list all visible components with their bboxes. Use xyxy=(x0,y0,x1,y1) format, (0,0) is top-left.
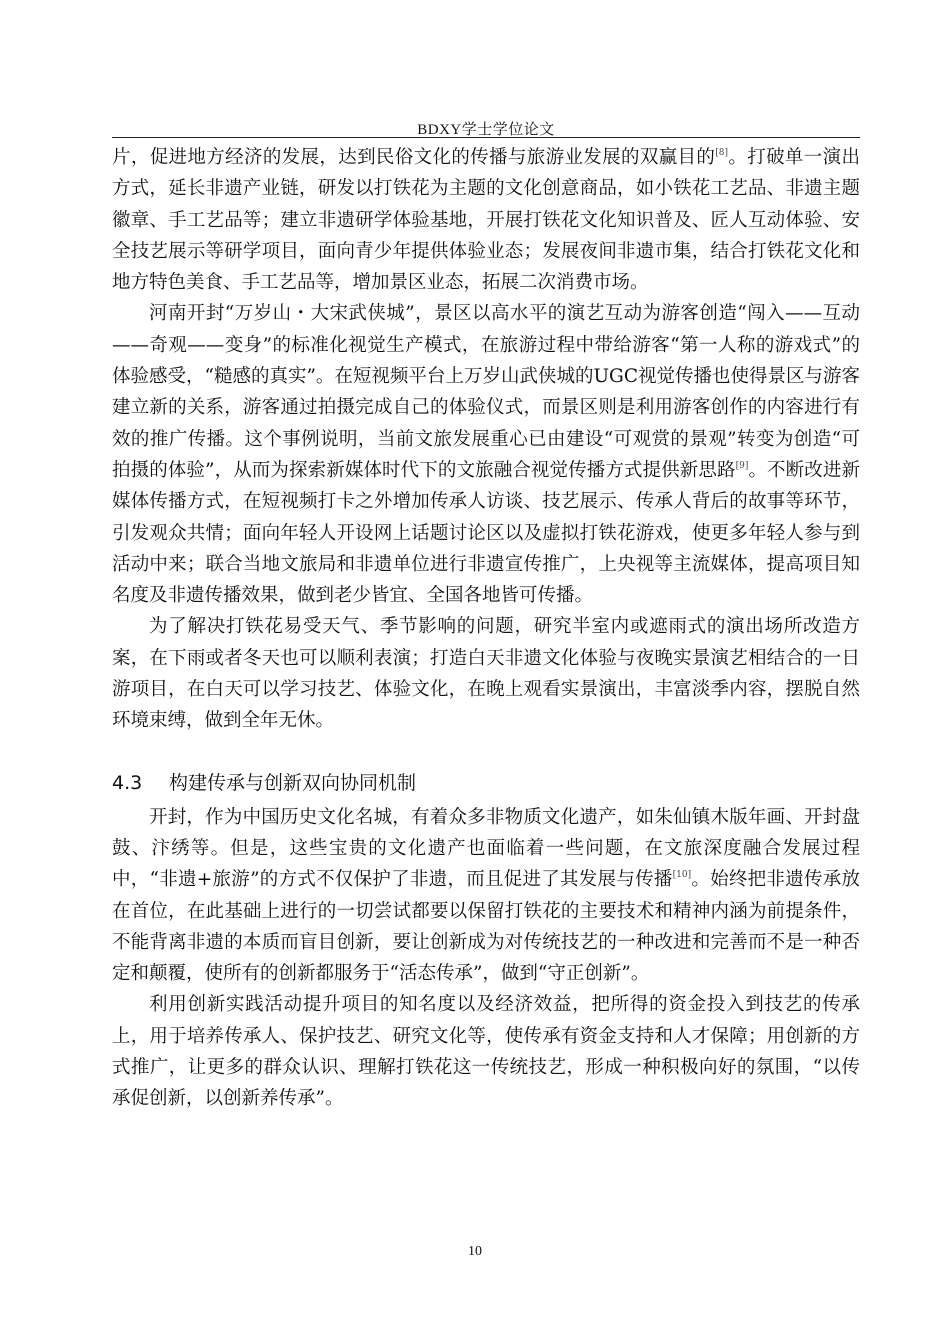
body-content xyxy=(112,142,860,1115)
paragraph xyxy=(112,298,860,611)
citation-ref: [10] xyxy=(672,870,692,881)
paragraph-text: 。始终把非遗传承放在首位，在此基础上进行的一切尝试都要以保留打铁花的主要技术和精神内涵为前提条件，不能背离非遗的本质而盲目创新，要让创新成为对传统技艺的一种改进和完善而不是一种否定和颠覆，使所有的创新都服务于“活态传承”，做到“守正创新”。 xyxy=(112,869,860,985)
paragraph-text: 。不断改进新媒体传播方式，在短视频打卡之外增加传承人访谈、技艺展示、传承人背后的故事等环节，引发观众共情；面向年轻人开设网上话题讨论区以及虚拟打铁花游戏，使更多年轻人参与到活动中来；联合当地文旅局和非遗单位进行非遗宣传推广，上央视等主流媒体，提高项目知名度及非遗传播效果，做到老少皆宜、全国各地皆可传播。 xyxy=(112,459,860,607)
paragraph-text: 。打破单一演出方式，延长非遗产业链，研发以打铁花为主题的文化创意商品，如小铁花工艺品、非遗主题徽章、手工艺品等；建立非遗研学体验基地，开展打铁花文化知识普及、匠人互动体验、安全技艺展示等研学项目，面向青少年提供体验业态；发展夜间非遗市集，结合打铁花文化和地方特色美食、手工艺品等，增加景区业态，拓展二次消费市场。 xyxy=(112,147,860,294)
page-number: 10 xyxy=(468,1244,482,1259)
paragraph-text: 开封，作为中国历史文化名城，有着众多非物质文化遗产，如朱仙镇木版年画、开封盘鼓、汴绣等。但是，这些宝贵的文化遗产也面临着一些问题，在文旅深度融合发展过程中，“非遗+旅游”的方式不仅保护了非遗，而且促进了其发展与传播 xyxy=(112,806,860,891)
paragraph xyxy=(112,989,860,1114)
paragraph-text: 利用创新实践活动提升项目的知名度以及经济效益，把所得的资金投入到技艺的传承上，用于培养传承人、保护技艺、研究文化等，使传承有资金支持和人才保障；用创新的方式推广，让更多的群众认识、理解打铁花这一传统技艺，形成一种积极向好的氛围，“以传承促创新，以创新养传承”。 xyxy=(112,994,860,1110)
section-title: 构建传承与创新双向协同机制 xyxy=(169,771,417,794)
citation-ref: [9] xyxy=(735,460,749,471)
paragraph-text: 片，促进地方经济的发展，达到民俗文化的传播与旅游业发展的双赢目的 xyxy=(112,147,716,168)
paragraph xyxy=(112,142,860,298)
paragraph xyxy=(112,611,860,736)
paragraph-text: 河南开封“万岁山・大宋武侠城”，景区以高水平的演艺互动为游客创造“闯入——互动——奇观——变身”的标准化视觉生产模式，在旅游过程中带给游客“第一人称的游戏式”的体验感受，“糙感的真实”。在短视频平台上万岁山武侠城的UGC视觉传播也使得景区与游客建立新的关系，游客通过拍摄完成自己的体验仪式，而景区则是利用游客创作的内容进行有效的推广传播。这个事例说明，当前文旅发展重心已由建设“可观赏的景观”转变为创造“可拍摄的体验”，从而为探索新媒体时代下的文旅融合视觉传播方式提供新思路 xyxy=(112,303,860,481)
header-divider xyxy=(112,137,860,138)
citation-ref: [8] xyxy=(715,148,729,158)
paragraph xyxy=(112,802,860,990)
paragraph-text: 为了解决打铁花易受天气、季节影响的问题，研究半室内或遮雨式的演出场所改造方案，在下雨或者冬天也可以顺利表演；打造白天非遗文化体验与夜晚实景演艺相结合的一日游项目，在白天可以学习技艺、体验文化，在晚上观看实景演出，丰富淡季内容，摆脱自然环境束缚，做到全年无休。 xyxy=(112,616,860,732)
section-heading xyxy=(112,768,860,798)
section-number: 4.3 xyxy=(112,771,143,794)
page-header: BDXY学士学位论文 xyxy=(417,122,555,138)
